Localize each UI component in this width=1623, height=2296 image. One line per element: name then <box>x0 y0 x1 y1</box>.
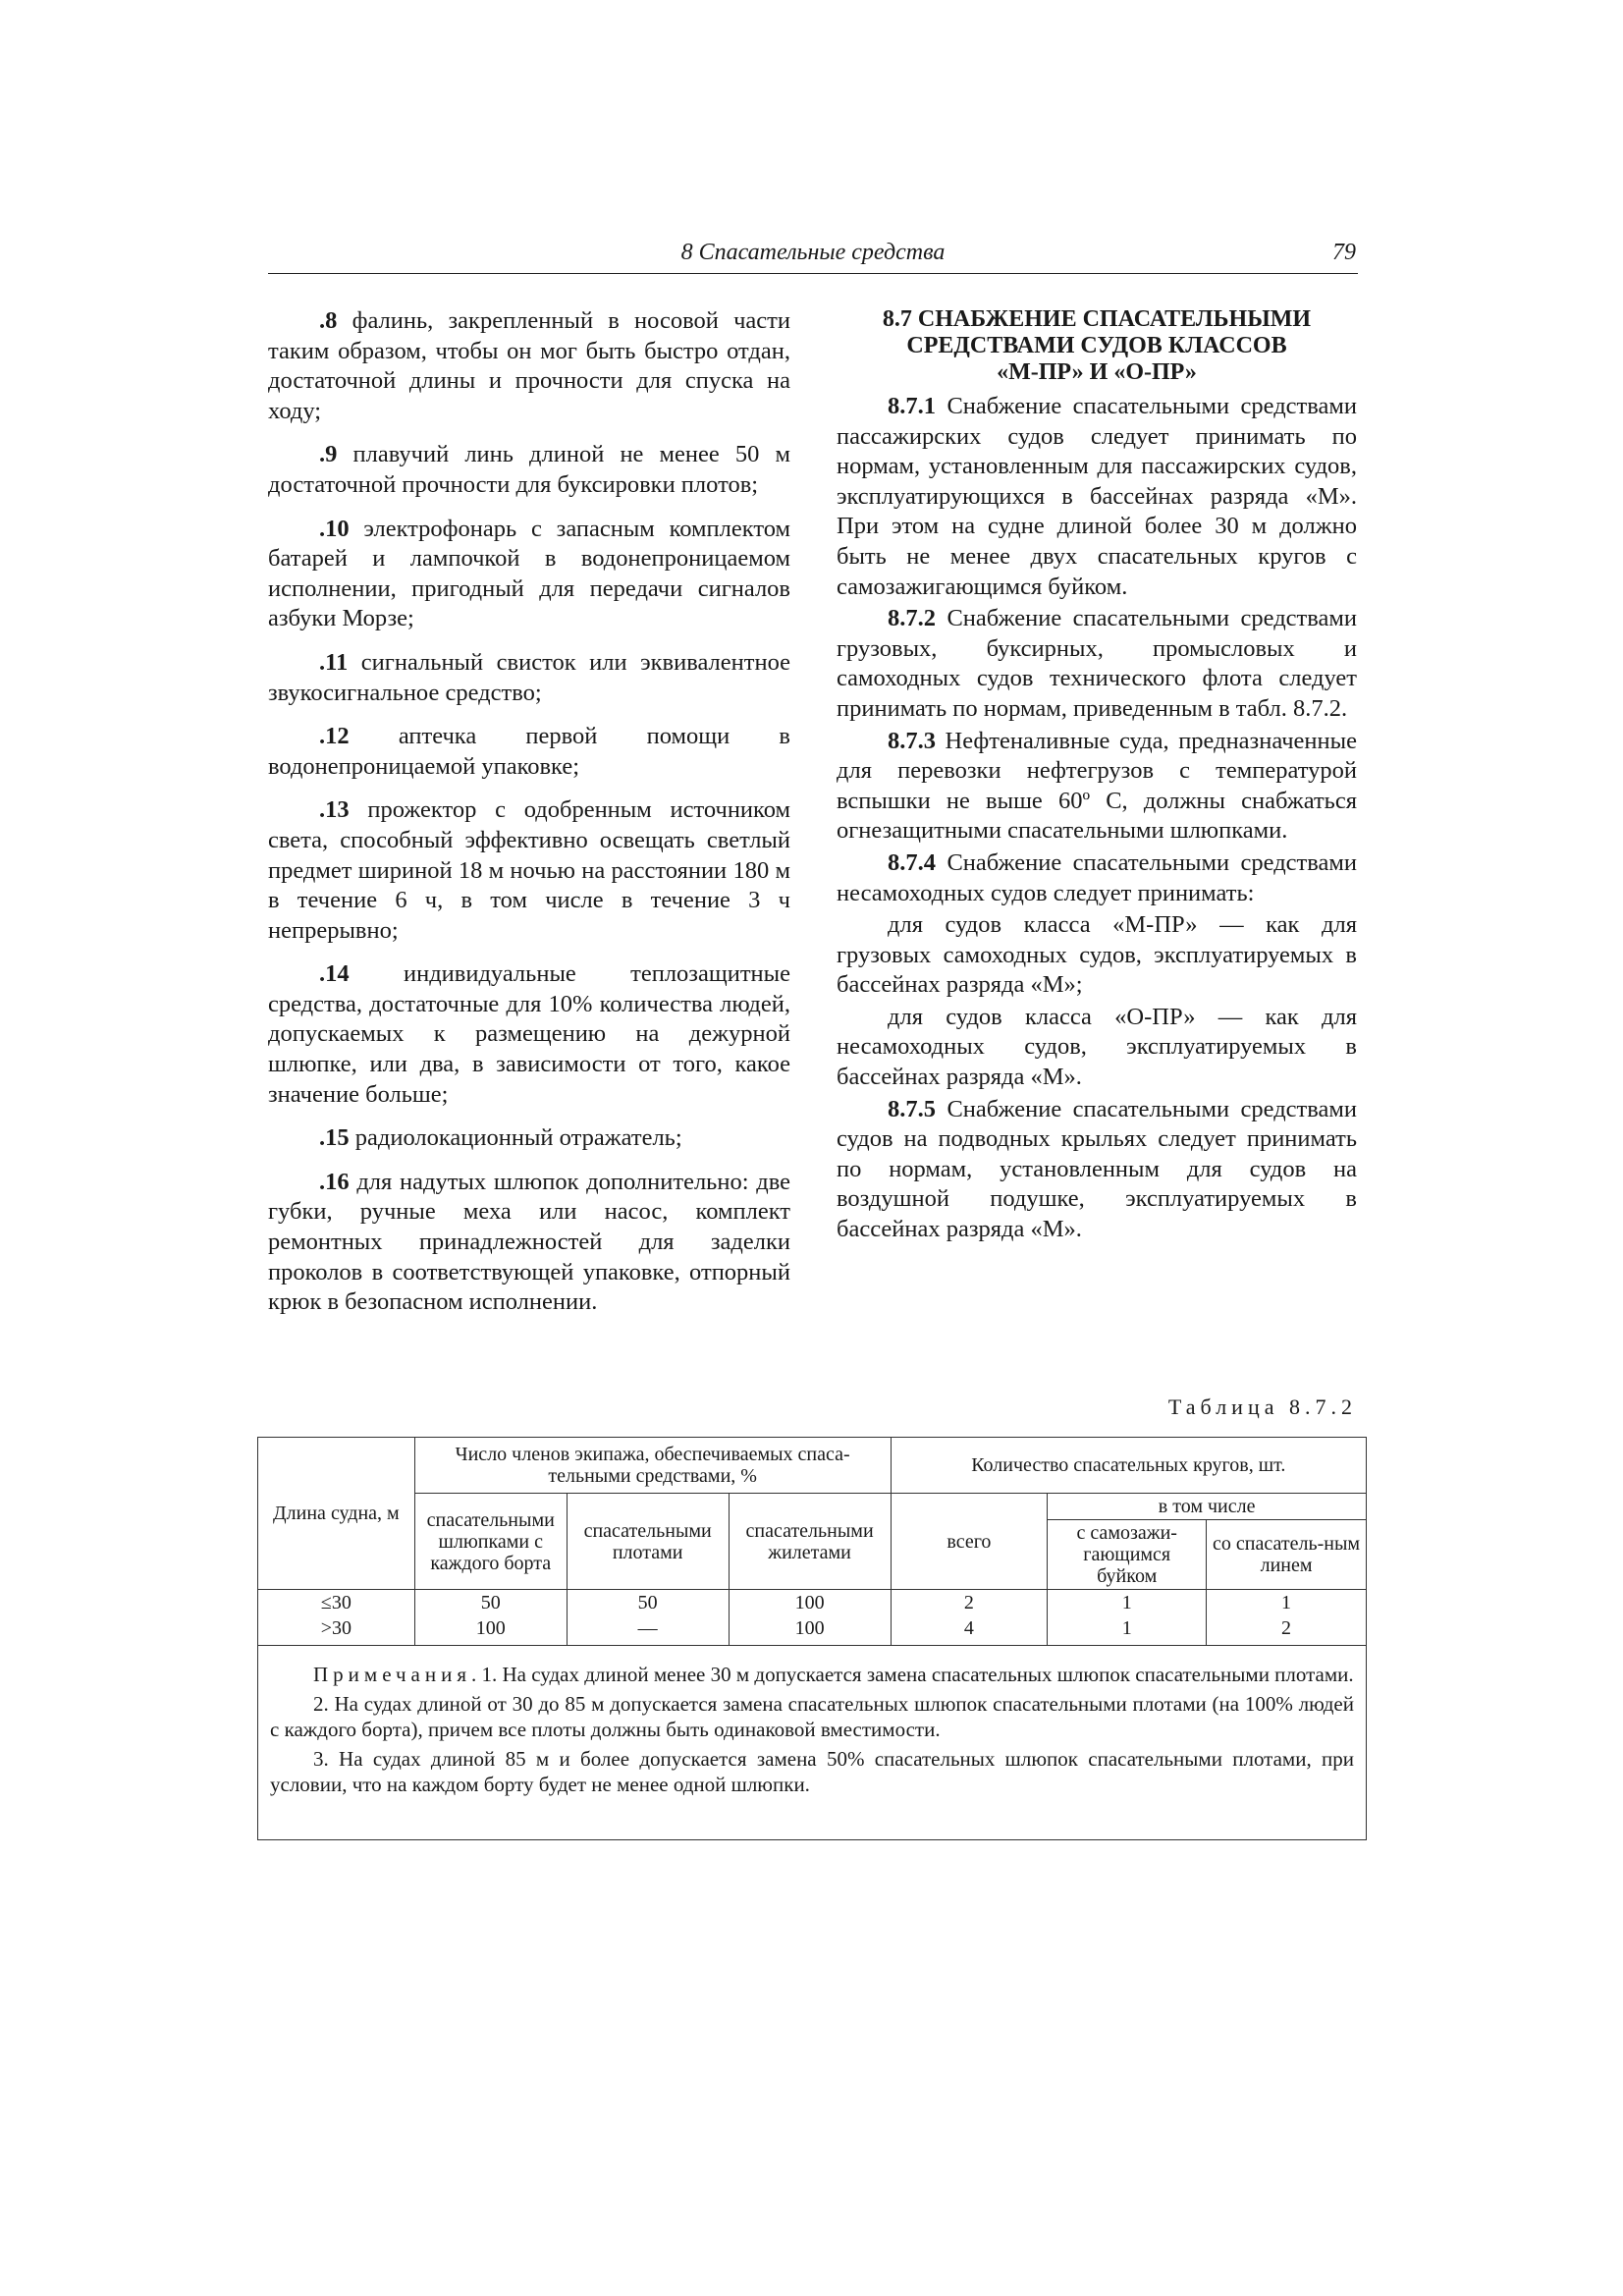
list-item <box>268 722 790 782</box>
clause-number: 8.7.3 <box>888 727 936 754</box>
item-number: .14 <box>319 960 350 988</box>
section-title: 8.7 СНАБЖЕНИЕ СПАСАТЕЛЬНЫМИ СРЕДСТВАМИ СУДОВ КЛАССОВ «М-ПР» И «О-ПР» <box>882 306 1312 385</box>
item-text: для надутых шлюпок дополнительно: две губки, ручные меха или насос, комплект ремонтных принадлежностей для заделки проколов в соответствующей упаковке, отпорный крюк в безопасном исполнении. <box>268 1168 790 1316</box>
paragraph: для судов класса «О-ПР» — как для несамоходных судов, эксплуатируемых в бассейнах разряда «М». <box>837 1003 1357 1091</box>
item-number: .9 <box>319 441 338 468</box>
item-number: .13 <box>319 796 350 824</box>
header-crew-group: Число членов экипажа, обеспечиваемых спаса-тельными средствами, % <box>414 1438 891 1494</box>
item-number: .10 <box>319 515 350 542</box>
item-text: фалинь, закрепленный в носовой части таким образом, чтобы он мог быть быстро отдан, достаточной длины и прочности для спуска на ходу; <box>268 307 790 424</box>
notes-label: Примечания <box>313 1663 472 1686</box>
item-number: .12 <box>319 723 350 750</box>
list-item <box>268 648 790 708</box>
header-rafts: спасательными плотами <box>567 1494 729 1590</box>
header-vests: спасательными жилетами <box>729 1494 891 1590</box>
item-number: .16 <box>319 1168 350 1195</box>
paragraph: 8.7.2 Снабжение спасательными средствами грузовых, буксирных, промысловых и самоходных судов технического флота следует принимать по нормам, приведенным в табл. 8.7.2. <box>837 605 1357 722</box>
paragraph: 8.7.1 Снабжение спасательными средствами пассажирских судов следует принимать по нормам, установленным для пассажирских судов, эксплуатирующихся в бассейнах разряда «М». При этом на судне длиной более 30 м должно быть не менее двух спасательных кругов с самозажигающимся буйком. <box>837 393 1357 600</box>
paragraph: для судов класса «М-ПР» — как для грузовых самоходных судов, эксплуатируемых в бассейнах разряда «М»; <box>837 911 1357 999</box>
item-text: сигнальный свисток или эквивалентное звукосигнальное средство; <box>268 648 790 706</box>
header-length: Длина судна, м <box>258 1438 415 1590</box>
list-item <box>268 1168 790 1318</box>
clause-number: 8.7.1 <box>888 393 936 419</box>
item-text: прожектор с одобренным источником света, способный эффективно освещать светлый предмет шириной 18 м ночью на расстоянии 180 м в течение 6 ч, в том числе в течение 3 ч непрерывно; <box>268 796 790 944</box>
item-text: плавучий линь длиной не менее 50 м достаточной прочности для буксировки плотов; <box>268 441 790 498</box>
paragraph: 8.7.4 Снабжение спасательными средствами несамоходных судов следует принимать: <box>837 848 1357 906</box>
header-rings-group: Количество спасательных кругов, шт. <box>891 1438 1366 1494</box>
chapter-title: 8 Спасательные средства <box>680 240 946 265</box>
list-item <box>268 306 790 426</box>
table-caption: Таблица 8.7.2 <box>1167 1394 1357 1419</box>
note-item: 2. На судах длиной от 30 до 85 м допускается замена спасательных шлюпок спасательными плотами (на 100% людей с каждого борта), причем все плоты должны быть одинаковой вместимости. <box>270 1692 1354 1741</box>
running-header <box>268 240 1358 274</box>
item-text: аптечка первой помощи в водонепроницаемой упаковке; <box>268 723 790 780</box>
list-item <box>268 440 790 500</box>
header-total: всего <box>891 1494 1048 1590</box>
note-item: Примечания. 1. На судах длиной менее 30 м допускается замена спасательных шлюпок спасательными плотами. <box>313 1663 1354 1686</box>
table-row: >30 100 — 100 4 1 2 <box>258 1615 1367 1646</box>
item-number: .8 <box>319 307 338 334</box>
table-row: ≤30 50 50 100 2 1 1 <box>258 1590 1367 1616</box>
table-notes <box>257 1644 1367 1840</box>
list-item <box>268 795 790 946</box>
list-item <box>268 515 790 634</box>
paragraph: 8.7.3 Нефтеналивные суда, предназначенные для перевозки нефтегрузов с температурой вспышки не выше 60º С, должны снабжаться огнезащитными спасательными шлюпками. <box>837 727 1357 845</box>
header-boats: спасательными шлюпками с каждого борта <box>414 1494 567 1590</box>
right-column <box>837 306 1357 1247</box>
clause-number: 8.7.2 <box>888 605 936 632</box>
clause-number: 8.7.5 <box>888 1095 936 1122</box>
list-item <box>268 1123 790 1154</box>
item-text: электрофонарь с запасным комплектом батарей и лампочкой в водонепроницаемом исполнении, пригодный для передачи сигналов азбуки Морзе; <box>268 515 790 632</box>
clause-number: 8.7.4 <box>888 848 936 876</box>
item-number: .11 <box>319 648 349 676</box>
list-item <box>268 959 790 1110</box>
page-number: 79 <box>1332 240 1356 265</box>
header-including: в том числе <box>1048 1494 1367 1520</box>
header-with-line: со спасатель-ным линем <box>1207 1520 1367 1590</box>
note-item: 3. На судах длиной 85 м и более допускается замена 50% спасательных шлюпок спасательными плотами, при условии, что на каждом борту будет не менее одной шлюпки. <box>270 1747 1354 1796</box>
item-number: .15 <box>319 1124 350 1152</box>
lifesaving-table <box>257 1437 1367 1646</box>
left-column <box>268 306 790 1332</box>
header-with-buoy: с самозажи-гающимся буйком <box>1048 1520 1207 1590</box>
item-text: радиолокационный отражатель; <box>349 1124 682 1152</box>
item-text: индивидуальные теплозащитные средства, достаточные для 10% количества людей, допускаемых к размещению на дежурной шлюпке, или два, в зависимости от того, какое значение больше; <box>268 960 790 1108</box>
paragraph: 8.7.5 Снабжение спасательными средствами судов на подводных крыльях следует принимать по нормам, установленным для судов на воздушной подушке, эксплуатируемых в бассейнах разряда «М». <box>837 1095 1357 1243</box>
